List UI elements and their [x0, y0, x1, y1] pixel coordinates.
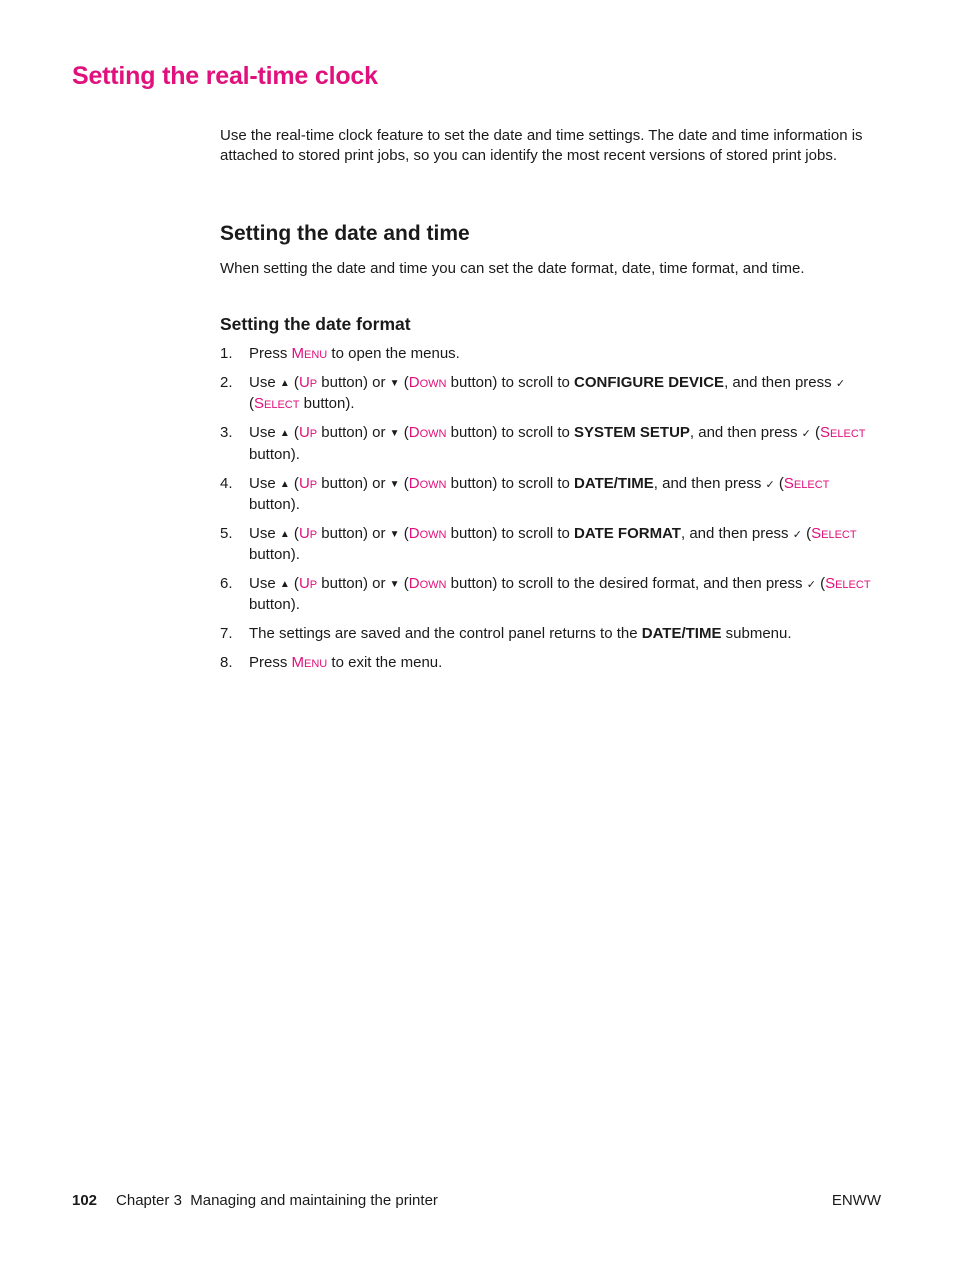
page-title: Setting the real-time clock: [72, 62, 378, 90]
step-5: 5. Use ▲ (Up button) or ▼ (Down button) to scroll to DATE FORMAT, and then press ✓ (Select button).: [220, 524, 857, 564]
check-icon: ✓: [835, 377, 846, 390]
down-arrow-icon: ▼: [389, 528, 400, 540]
page-footer: [72, 1192, 881, 1209]
page-number: 102: [72, 1192, 98, 1209]
down-button-ref: Down: [408, 373, 447, 391]
up-button-ref: Up: [298, 424, 318, 442]
down-button-ref: Down: [408, 575, 447, 593]
step-6: 6. Use ▲ (Up button) or ▼ (Down button) to scroll to the desired format, and then press ✓ (Select button).: [220, 575, 871, 614]
up-arrow-icon: ▲: [279, 377, 290, 389]
step-4: 4. Use ▲ (Up button) or ▼ (Down button) to scroll to DATE/TIME, and then press ✓ (Select button).: [220, 474, 830, 513]
intro-paragraph: Use the real-time clock feature to set the date and time settings. The date and time information is attached to stored print jobs, so you can identify the most recent versions of stored print jobs.: [220, 127, 863, 164]
step-7: 7. The settings are saved and the control panel returns to the DATE/TIME submenu.: [220, 625, 792, 643]
check-icon: ✓: [801, 428, 811, 441]
step-3: 3. Use ▲ (Up button) or ▼ (Down button) to scroll to SYSTEM SETUP, and then press ✓ (Select button).: [220, 424, 866, 463]
section-paragraph: When setting the date and time you can set the date format, date, time format, and time.: [220, 260, 805, 277]
select-button-ref: Select: [811, 524, 857, 542]
up-arrow-icon: ▲: [279, 478, 290, 490]
menu-button-ref: Menu: [291, 654, 328, 672]
up-arrow-icon: ▲: [279, 579, 290, 591]
menu-button-ref: Menu: [291, 345, 328, 362]
up-button-ref: Up: [298, 575, 318, 593]
check-icon: ✓: [765, 478, 775, 491]
up-button-ref: Up: [298, 524, 318, 542]
down-button-ref: Down: [408, 424, 447, 442]
down-arrow-icon: ▼: [389, 478, 400, 490]
up-arrow-icon: ▲: [279, 428, 290, 440]
footer-right: ENWW: [831, 1192, 881, 1209]
select-button-ref: Select: [783, 474, 830, 492]
down-arrow-icon: ▼: [389, 377, 400, 389]
down-button-ref: Down: [408, 524, 447, 542]
step-8: 8. Press Menu to exit the menu.: [220, 654, 443, 672]
select-button-ref: Select: [254, 395, 300, 413]
section-heading: Setting the date and time: [220, 222, 470, 245]
chapter-title: Chapter 3 Managing and maintaining the printer: [116, 1192, 438, 1209]
select-button-ref: Select: [825, 575, 871, 593]
steps-list: [220, 344, 880, 682]
step-2: 2. Use ▲ (Up button) or ▼ (Down button) to scroll to CONFIGURE DEVICE, and then press ✓ (Select button).: [220, 373, 846, 413]
up-button-ref: Up: [298, 373, 318, 391]
check-icon: ✓: [806, 579, 816, 592]
up-button-ref: Up: [298, 474, 318, 492]
check-icon: ✓: [792, 528, 802, 541]
down-button-ref: Down: [408, 474, 447, 492]
footer-left: [72, 1192, 438, 1209]
down-arrow-icon: ▼: [389, 579, 400, 591]
subsection-heading: Setting the date format: [220, 314, 411, 334]
down-arrow-icon: ▼: [389, 428, 400, 440]
step-1: 1. Press Menu to open the menus.: [220, 345, 460, 362]
up-arrow-icon: ▲: [279, 528, 290, 540]
select-button-ref: Select: [820, 424, 866, 442]
